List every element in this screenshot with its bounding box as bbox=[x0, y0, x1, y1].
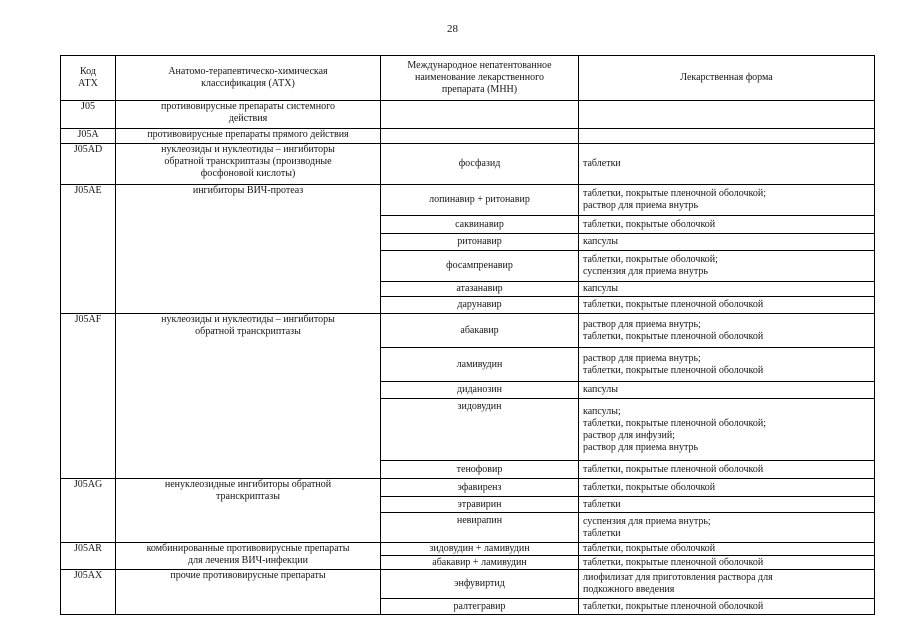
atc-code-cell: J05AR bbox=[61, 543, 116, 570]
inn-cell-empty bbox=[381, 129, 579, 144]
table-header-row bbox=[61, 56, 875, 101]
table-row bbox=[61, 479, 875, 497]
table-row bbox=[61, 101, 875, 129]
dosage-form-cell: таблетки, покрытые пленочной оболочкой bbox=[579, 599, 875, 615]
table-row bbox=[61, 570, 875, 599]
dosage-form-cell: таблетки bbox=[579, 497, 875, 513]
dosage-form-cell: таблетки, покрытые оболочкой bbox=[579, 479, 875, 497]
atc-classification-cell: комбинированные противовирусные препараты для лечения ВИЧ-инфекции bbox=[116, 543, 381, 570]
dosage-form-cell: таблетки, покрытые оболочкой bbox=[579, 543, 875, 556]
atc-code-cell: J05AD bbox=[61, 144, 116, 185]
inn-cell: этравирин bbox=[381, 497, 579, 513]
inn-cell-empty bbox=[381, 101, 579, 129]
dosage-form-cell: таблетки, покрытые пленочной оболочкой; раствор для приема внутрь bbox=[579, 185, 875, 216]
atc-classification-cell: прочие противовирусные препараты bbox=[116, 570, 381, 615]
page-number: 28 bbox=[447, 23, 458, 35]
inn-cell: фосфазид bbox=[381, 144, 579, 185]
inn-cell: зидовудин + ламивудин bbox=[381, 543, 579, 556]
dosage-form-cell: таблетки, покрытые пленочной оболочкой bbox=[579, 556, 875, 570]
atc-classification-cell: нуклеозиды и нуклеотиды – ингибиторы обратной транскриптазы bbox=[116, 314, 381, 479]
atc-code-cell: J05AX bbox=[61, 570, 116, 615]
atc-code-cell: J05AE bbox=[61, 185, 116, 314]
dosage-form-cell: капсулы bbox=[579, 282, 875, 297]
inn-cell: эфавиренз bbox=[381, 479, 579, 497]
inn-cell: абакавир + ламивудин bbox=[381, 556, 579, 570]
drug-list-table bbox=[60, 55, 875, 615]
header-inn: Международное непатентованное наименование лекарственного препарата (МНН) bbox=[381, 56, 579, 101]
atc-classification-cell: противовирусные препараты системного действия bbox=[116, 101, 381, 129]
atc-classification-cell: нуклеозиды и нуклеотиды – ингибиторы обратной транскриптазы (производные фосфоновой кислоты) bbox=[116, 144, 381, 185]
dosage-form-cell: лиофилизат для приготовления раствора для подкожного введения bbox=[579, 570, 875, 599]
dosage-form-cell-empty bbox=[579, 129, 875, 144]
dosage-form-cell: таблетки bbox=[579, 144, 875, 185]
inn-cell: лопинавир + ритонавир bbox=[381, 185, 579, 216]
inn-cell: ритонавир bbox=[381, 234, 579, 251]
dosage-form-cell: капсулы bbox=[579, 382, 875, 399]
inn-cell: фосампренавир bbox=[381, 251, 579, 282]
inn-cell: зидовудин bbox=[381, 399, 579, 461]
atc-code-cell: J05A bbox=[61, 129, 116, 144]
inn-cell: тенофовир bbox=[381, 461, 579, 479]
table-row bbox=[61, 314, 875, 348]
table-row bbox=[61, 144, 875, 185]
atc-classification-cell: ненуклеозидные ингибиторы обратной транскриптазы bbox=[116, 479, 381, 543]
inn-cell: ралтегравир bbox=[381, 599, 579, 615]
dosage-form-cell: таблетки, покрытые пленочной оболочкой bbox=[579, 297, 875, 314]
dosage-form-cell: раствор для приема внутрь; таблетки, покрытые пленочной оболочкой bbox=[579, 348, 875, 382]
dosage-form-cell: раствор для приема внутрь; таблетки, покрытые пленочной оболочкой bbox=[579, 314, 875, 348]
dosage-form-cell: капсулы bbox=[579, 234, 875, 251]
header-atc-classification: Анатомо-терапевтическо-химическая классификация (АТХ) bbox=[116, 56, 381, 101]
inn-cell: саквинавир bbox=[381, 216, 579, 234]
atc-classification-cell: ингибиторы ВИЧ-протеаз bbox=[116, 185, 381, 314]
dosage-form-cell: суспензия для приема внутрь; таблетки bbox=[579, 513, 875, 543]
atc-classification-cell: противовирусные препараты прямого действия bbox=[116, 129, 381, 144]
dosage-form-cell: таблетки, покрытые оболочкой; суспензия для приема внутрь bbox=[579, 251, 875, 282]
table-row bbox=[61, 129, 875, 144]
inn-cell: атазанавир bbox=[381, 282, 579, 297]
inn-cell: дарунавир bbox=[381, 297, 579, 314]
inn-cell: энфувиртид bbox=[381, 570, 579, 599]
table-row bbox=[61, 543, 875, 556]
inn-cell: невирапин bbox=[381, 513, 579, 543]
table-row bbox=[61, 185, 875, 216]
dosage-form-cell: таблетки, покрытые оболочкой bbox=[579, 216, 875, 234]
atc-code-cell: J05 bbox=[61, 101, 116, 129]
inn-cell: ламивудин bbox=[381, 348, 579, 382]
header-atc-code: Код АТХ bbox=[61, 56, 116, 101]
dosage-form-cell: таблетки, покрытые пленочной оболочкой bbox=[579, 461, 875, 479]
dosage-form-cell: капсулы; таблетки, покрытые пленочной оболочкой; раствор для инфузий; раствор для приема внутрь bbox=[579, 399, 875, 461]
dosage-form-cell-empty bbox=[579, 101, 875, 129]
inn-cell: абакавир bbox=[381, 314, 579, 348]
header-dosage-form: Лекарственная форма bbox=[579, 56, 875, 101]
inn-cell: диданозин bbox=[381, 382, 579, 399]
atc-code-cell: J05AG bbox=[61, 479, 116, 543]
atc-code-cell: J05AF bbox=[61, 314, 116, 479]
